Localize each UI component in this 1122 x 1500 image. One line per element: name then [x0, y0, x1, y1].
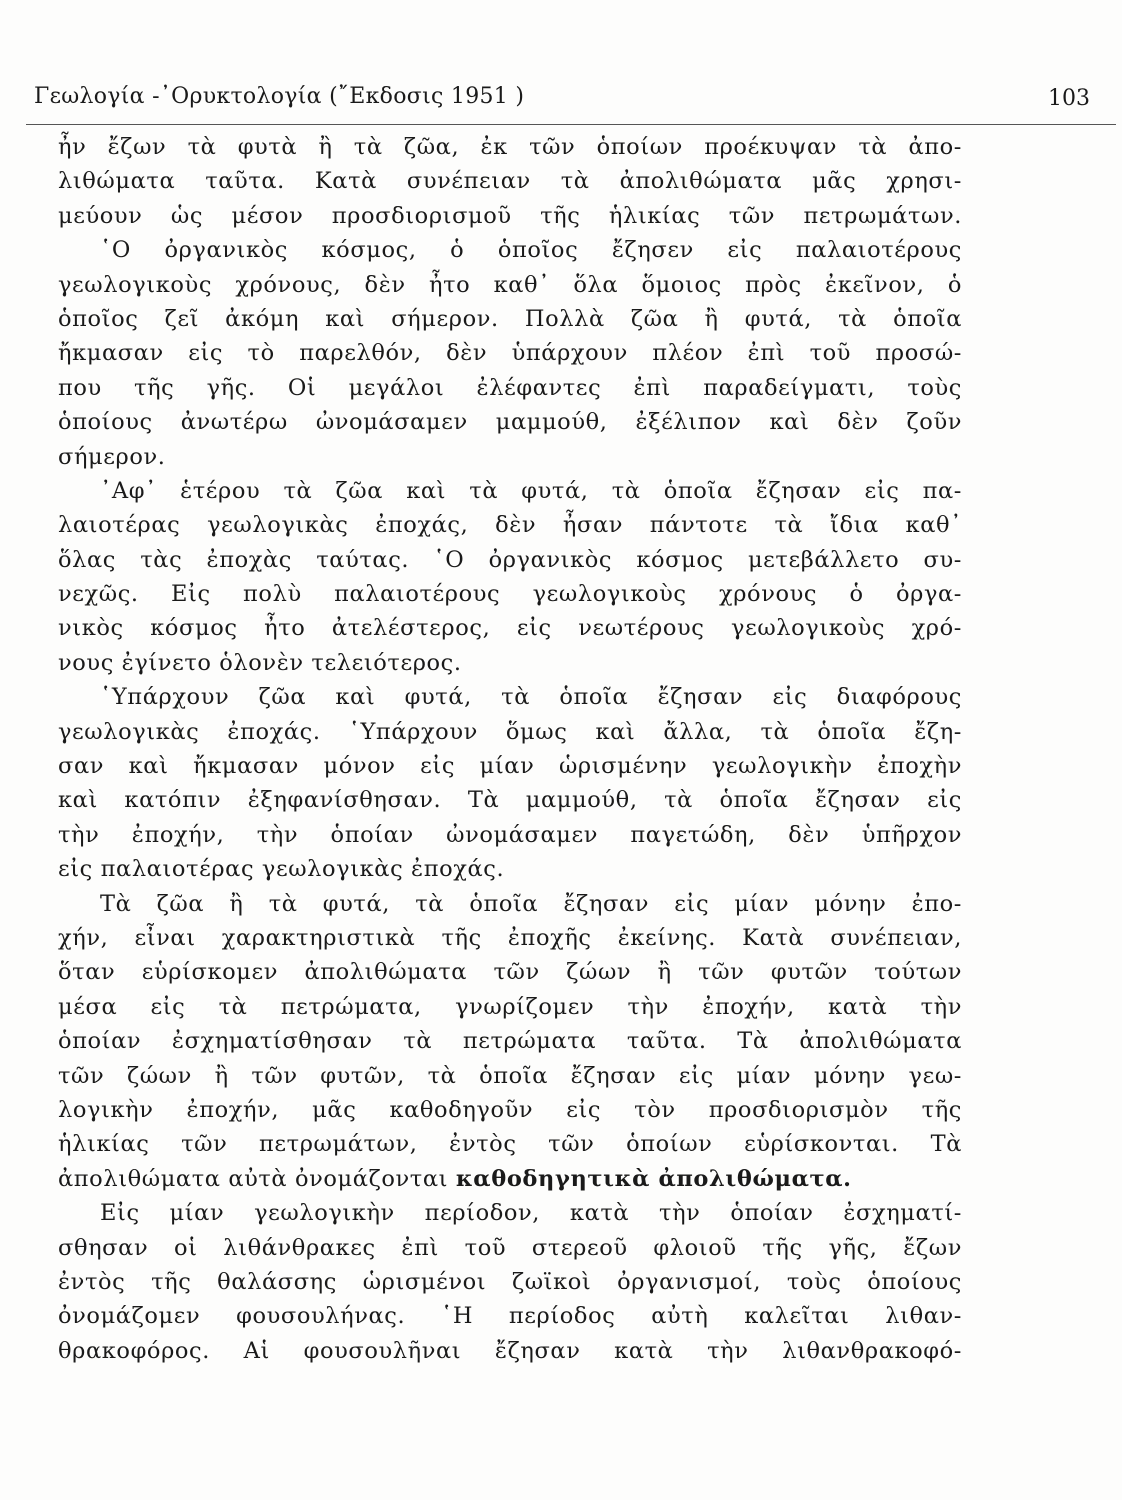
text-line: ἦν ἔζων τὰ φυτὰ ἢ τὰ ζῶα, ἐκ τῶν ὁποίων προέκυψαν τὰ ἀπο- [58, 134, 962, 160]
text-line: σήμερον. [58, 443, 166, 470]
page-number: 103 [1048, 86, 1090, 111]
text-line-start: ἀπολιθώματα αὐτὰ ὀνομάζονται [58, 1165, 449, 1192]
text-line: νικὸς κόσμος ἦτο ἀτελέστερος, εἰς νεωτέρους γεωλογικοὺς χρό- [58, 615, 962, 642]
text-line: καὶ κατόπιν ἐξηφανίσθησαν. Τὰ μαμμούθ, τὰ ὁποῖα ἔζησαν εἰς [58, 787, 962, 814]
bold-term: καθοδηγητικὰ ἀπολιθώματα. [455, 1165, 852, 1192]
header-rule [26, 124, 1116, 125]
text-line: ῾Ο ὀργανικὸς κόσμος, ὁ ὁποῖος ἔζησεν εἰς παλαιοτέρους [100, 237, 962, 264]
text-line: που τῆς γῆς. Οἱ μεγάλοι ἐλέφαντες ἐπὶ παραδείγματι, τοὺς [58, 374, 962, 401]
text-line: ὁποίους ἀνωτέρω ὠνομάσαμεν μαμμούθ, ἐξέλιπον καὶ δὲν ζοῦν [58, 409, 962, 436]
text-line: Τὰ ζῶα ἢ τὰ φυτά, τὰ ὁποῖα ἔζησαν εἰς μίαν μόνην ἐπο- [100, 890, 962, 917]
text-line: ἡλικίας τῶν πετρωμάτων, ἐντὸς τῶν ὁποίων εὑρίσκονται. Τὰ [58, 1131, 962, 1158]
text-line: νεχῶς. Εἰς πολὺ παλαιοτέρους γεωλογικοὺς χρόνους ὁ ὀργα- [58, 581, 962, 608]
text-line: ἤκμασαν εἰς τὸ παρελθόν, δὲν ὑπάρχουν πλέον ἐπὶ τοῦ προσώ- [58, 340, 962, 367]
text-line: εἰς παλαιοτέρας γεωλογικὰς ἐποχάς. [58, 856, 505, 883]
text-line: ῾Υπάρχουν ζῶα καὶ φυτά, τὰ ὁποῖα ἔζησαν εἰς διαφόρους [100, 684, 962, 711]
running-head [30, 84, 1090, 120]
text-line: σαν καὶ ἤκμασαν μόνον εἰς μίαν ὡρισμένην γεωλογικὴν ἐποχὴν [58, 753, 962, 780]
text-line: χήν, εἶναι χαρακτηριστικὰ τῆς ἐποχῆς ἐκείνης. Κατὰ συνέπειαν, [58, 924, 962, 951]
text-line: μεύουν ὡς μέσον προσδιορισμοῦ τῆς ἡλικίας τῶν πετρωμάτων. [58, 202, 962, 229]
text-line: ὀνομάζομεν φουσουλήνας. ῾Η περίοδος αὐτὴ καλεῖται λιθαν- [58, 1303, 962, 1330]
text-line: λιθώματα ταῦτα. Κατὰ συνέπειαν τὰ ἀπολιθώματα μᾶς χρησι- [58, 168, 962, 195]
text-line: ἐντὸς τῆς θαλάσσης ὡρισμένοι ζωϊκοὶ ὀργανισμοί, τοὺς ὁποίους [58, 1268, 962, 1295]
text-line: γεωλογικὰς ἐποχάς. ῾Υπάρχουν ὅμως καὶ ἄλλα, τὰ ὁποῖα ἔζη- [58, 718, 962, 745]
text-line: Εἰς μίαν γεωλογικὴν περίοδον, κατὰ τὴν ὁποίαν ἐσχηματί- [100, 1200, 962, 1227]
text-line: θρακοφόρος. Αἱ φουσουλῆναι ἔζησαν κατὰ τὴν λιθανθρακοφό- [58, 1337, 962, 1364]
text-line: σθησαν οἱ λιθάνθρακες ἐπὶ τοῦ στερεοῦ φλοιοῦ τῆς γῆς, ἔζων [58, 1234, 962, 1261]
text-line: ᾿Αφ᾿ ἑτέρου τὰ ζῶα καὶ τὰ φυτά, τὰ ὁποῖα ἔζησαν εἰς πα- [100, 477, 962, 504]
text-line: ὁποίαν ἐσχηματίσθησαν τὰ πετρώματα ταῦτα. Τὰ ἀπολιθώματα [58, 1028, 962, 1055]
text-line: ὅταν εὑρίσκομεν ἀπολιθώματα τῶν ζώων ἢ τῶν φυτῶν τούτων [58, 959, 962, 986]
text-line: τῶν ζώων ἢ τῶν φυτῶν, τὰ ὁποῖα ἔζησαν εἰς μίαν μόνην γεω- [58, 1062, 962, 1089]
text-line-with-bold-term [58, 1162, 962, 1196]
text-line: μέσα εἰς τὰ πετρώματα, γνωρίζομεν τὴν ἐποχήν, κατὰ τὴν [58, 993, 962, 1020]
text-line: γεωλογικοὺς χρόνους, δὲν ἦτο καθ᾿ ὅλα ὅμοιος πρὸς ἐκεῖνον, ὁ [58, 271, 962, 298]
text-line: λαιοτέρας γεωλογικὰς ἐποχάς, δὲν ἦσαν πάντοτε τὰ ἴδια καθ᾿ [58, 512, 962, 539]
text-line: ὅλας τὰς ἐποχὰς ταύτας. ῾Ο ὀργανικὸς κόσμος μετεβάλλετο συ- [58, 546, 962, 573]
text-line: τὴν ἐποχήν, τὴν ὁποίαν ὠνομάσαμεν παγετώδη, δὲν ὑπῆρχον [58, 821, 962, 848]
running-title: Γεωλογία -᾿Ορυκτολογία (῎Εκδοσις 1951 ) [34, 84, 525, 109]
text-line: νους ἐγίνετο ὁλονὲν τελειότερος. [58, 649, 462, 676]
text-line: λογικὴν ἐποχήν, μᾶς καθοδηγοῦν εἰς τὸν προσδιορισμὸν τῆς [58, 1096, 962, 1123]
body-text [58, 130, 962, 1368]
text-line: ὁποῖος ζεῖ ἀκόμη καὶ σήμερον. Πολλὰ ζῶα ἢ φυτά, τὰ ὁποῖα [58, 305, 962, 332]
